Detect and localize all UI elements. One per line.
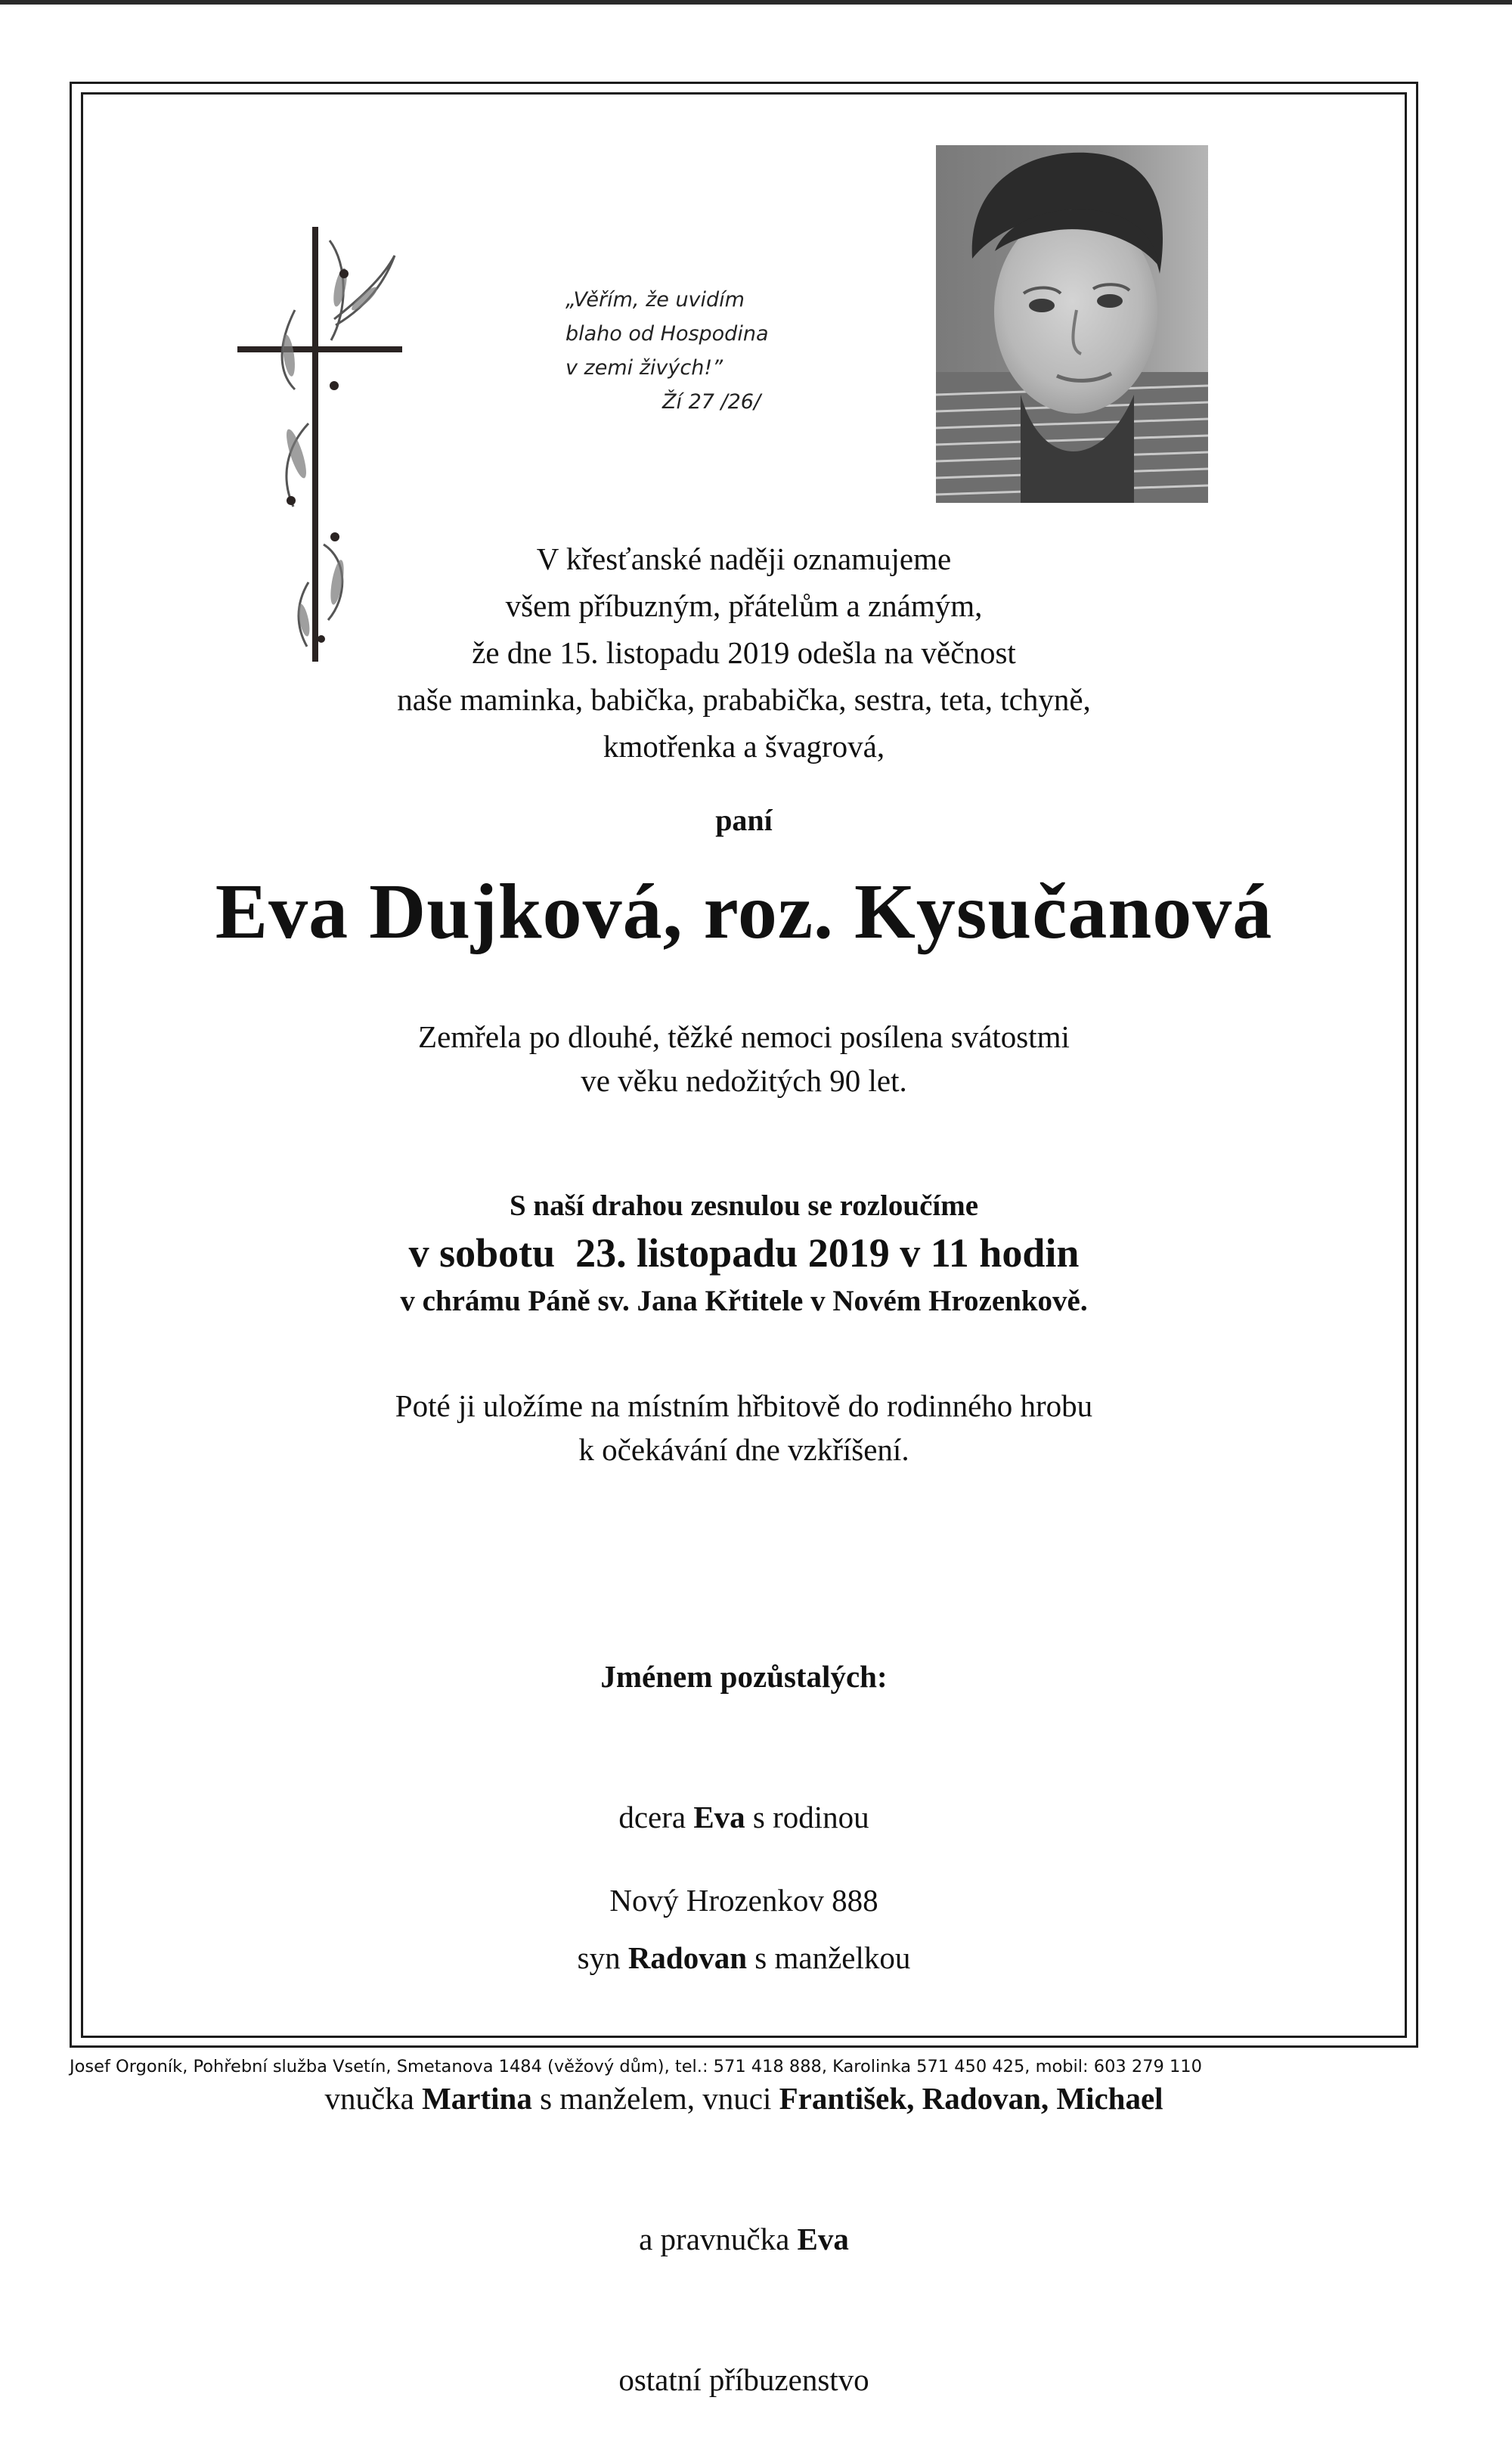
title-prefix: paní [715,803,773,837]
announcement-line: kmotřenka a švagrová, [603,729,885,764]
survivor-line [82,2216,1406,2262]
top-rule [0,0,1512,5]
deceased-name: Eva Dujková, roz. Kysučanová [215,868,1273,955]
bible-quote [565,283,838,419]
death-note [82,1015,1406,1102]
farewell-intro: S naší drahou zesnulou se rozloučíme [509,1189,979,1222]
burial-note [82,1384,1406,1472]
announcement-line: V křesťanské naději oznamujeme [536,541,952,576]
farewell-datetime: v sobotu 23. listopadu 2019 v 11 hodin [408,1230,1080,1276]
quote-line: v zemi živých!” [565,356,723,380]
quote-line: blaho od Hospodina [565,322,769,346]
announcement-line: všem příbuzným, přátelům a známým, [505,588,983,623]
announcement-line: naše maminka, babička, prababička, sestra, teta, tchyně, [397,682,1091,717]
survivors-heading: Jménem pozůstalých: [600,1659,888,1694]
burial-line: Poté ji uložíme na místním hřbitově do rodinného hrobu [395,1388,1093,1423]
relation: a pravnučka [639,2222,798,2256]
quote-reference: Ží 27 /26/ [662,390,761,414]
relation-suffix: s manželem, vnuci [531,2081,779,2116]
relation-suffix: s rodinou [745,1800,869,1834]
death-note-line: ve věku nedožitých 90 let. [581,1063,907,1098]
death-note-line: Zemřela po dlouhé, těžké nemoci posílena svátostmi [418,1019,1070,1054]
quote-line: „Věřím, že uvidím [565,288,745,312]
survivor-line: ostatní příbuzenstvo [618,2362,869,2397]
relation-suffix: s manželkou [747,1940,911,1975]
survivor-line [82,1934,1406,1981]
person-name: Eva [693,1800,745,1834]
relation: syn [577,1940,628,1975]
person-name: Martina [422,2081,532,2116]
announcement-line: že dne 15. listopadu 2019 odešla na věčnost [472,635,1016,670]
survivors [82,1559,1406,2450]
farewell-place: v chrámu Páně sv. Jana Křtitele v Novém Hrozenkově. [400,1285,1088,1317]
survivor-line [82,1794,1406,1841]
person-names: František, Radovan, Michael [779,2081,1163,2116]
address: Nový Hrozenkov 888 [609,1883,878,1918]
burial-line: k očekávání dne vzkříšení. [578,1432,909,1467]
survivor-line [82,2075,1406,2122]
portrait-photo [936,145,1208,503]
person-name: Radovan [627,1940,748,1975]
relation: vnučka [324,2081,423,2116]
person-name: Eva [797,2222,849,2256]
footer-funeral-service: Josef Orgoník, Pohřební služba Vsetín, Smetanova 1484 (věžový dům), tel.: 571 418 888, Karolinka 571 450 425, mobil: 603 279 110 [70,2057,1202,2076]
announcement [82,535,1406,770]
relation: dcera [618,1800,694,1834]
